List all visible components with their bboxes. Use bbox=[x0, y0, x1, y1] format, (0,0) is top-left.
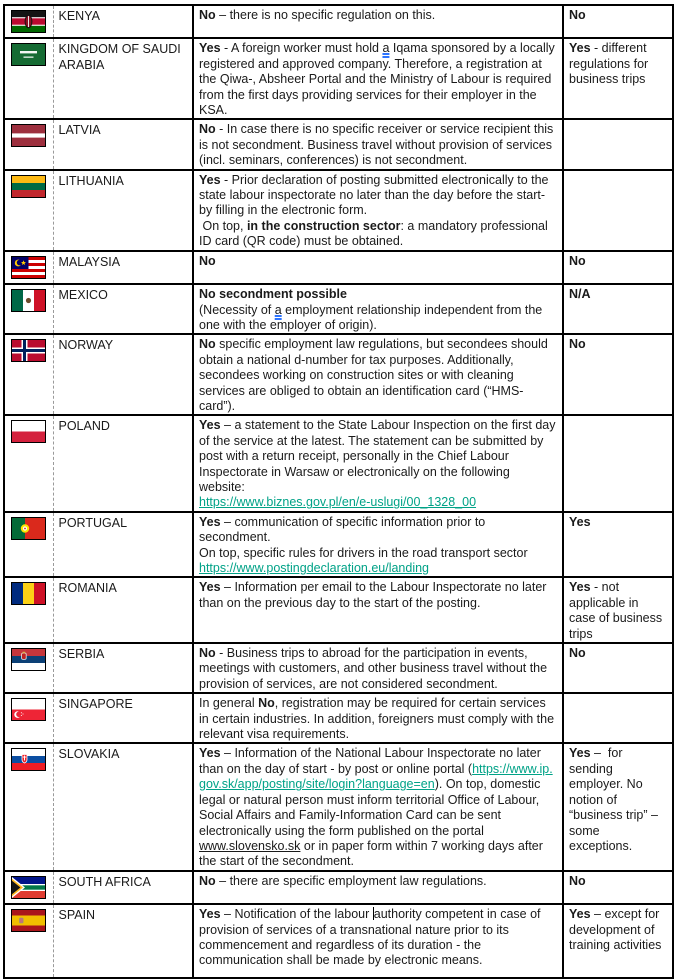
table-row bbox=[4, 334, 673, 415]
text-run: – except for development of training activities bbox=[569, 907, 662, 952]
country-name: SOUTH AFRICA bbox=[53, 871, 193, 904]
details-cell bbox=[193, 334, 563, 415]
flag-cell bbox=[4, 284, 53, 334]
country-name: LITHUANIA bbox=[53, 170, 193, 251]
text-run: No bbox=[199, 122, 216, 137]
summary-cell bbox=[563, 38, 673, 119]
summary-paragraph bbox=[569, 646, 666, 661]
text-run: - A foreign worker must hold bbox=[220, 41, 383, 56]
poland-flag bbox=[11, 420, 46, 443]
summary-cell bbox=[563, 334, 673, 415]
table-row bbox=[4, 119, 673, 169]
text-run: Yes bbox=[569, 746, 591, 761]
text-run: No secondment possible bbox=[199, 287, 347, 302]
details-cell bbox=[193, 5, 563, 38]
details-cell bbox=[193, 38, 563, 119]
flag-cell bbox=[4, 5, 53, 38]
details-cell bbox=[193, 415, 563, 511]
text-run: specific employment law regulations, but secondees should obtain a national d-number for tax purposes. Additionally, secondees working on construction sites or with cleaning services are obliged to obtain an identification card (“HMS-card”). bbox=[199, 337, 548, 413]
country-name: NORWAY bbox=[53, 334, 193, 415]
summary-cell bbox=[563, 577, 673, 643]
table-body bbox=[4, 5, 673, 978]
flag-cell bbox=[4, 251, 53, 284]
summary-paragraph bbox=[569, 907, 666, 953]
text-run: Iqama sponsored by a locally registered and approved company. Therefore, a registration at the Qiwa-, Absheer Portal and the Ministry of Labour is required from the first days providing services for their employer in the KSA. bbox=[199, 41, 555, 118]
summary-cell bbox=[563, 5, 673, 38]
summary-cell bbox=[563, 284, 673, 334]
country-name: POLAND bbox=[53, 415, 193, 511]
text-run: No bbox=[199, 253, 216, 268]
text-run: On top, bbox=[199, 218, 247, 233]
details-cell bbox=[193, 170, 563, 251]
summary-paragraph bbox=[569, 746, 666, 854]
details-paragraph bbox=[199, 495, 556, 510]
details-cell bbox=[193, 512, 563, 578]
latvia-flag bbox=[11, 124, 46, 147]
text-run: , registration may be required for certain services in certain industries. In addition, foreigners must comply with the relevant visa requirements. bbox=[199, 696, 555, 742]
country-name: KENYA bbox=[53, 5, 193, 38]
details-paragraph bbox=[199, 515, 556, 546]
text-run: No bbox=[199, 337, 216, 352]
details-paragraph bbox=[199, 418, 556, 495]
summary-paragraph bbox=[569, 8, 666, 23]
table-row bbox=[4, 643, 673, 693]
text-run: a bbox=[274, 302, 282, 317]
text-run: Yes bbox=[199, 418, 221, 433]
text-run: ). On top, domestic legal or natural person must inform territorial Office of Labour, Social Affairs and Family-Information Card can be sent electronically using the form published on the portal bbox=[199, 777, 541, 838]
text-run: No bbox=[569, 8, 586, 22]
flag-cell bbox=[4, 743, 53, 870]
details-cell bbox=[193, 119, 563, 169]
details-paragraph bbox=[199, 122, 556, 168]
table-row bbox=[4, 512, 673, 578]
summary-paragraph bbox=[569, 580, 666, 642]
text-run: No bbox=[569, 873, 586, 888]
text-run: N/A bbox=[569, 287, 591, 302]
country-name: SPAIN bbox=[53, 904, 193, 978]
slovakia-flag bbox=[11, 748, 46, 771]
flag-cell bbox=[4, 119, 53, 169]
hyperlink[interactable]: https://www.postingdeclaration.eu/landing bbox=[199, 561, 430, 575]
singapore-flag bbox=[11, 698, 46, 721]
summary-paragraph bbox=[569, 287, 666, 302]
text-run: No bbox=[569, 253, 586, 268]
hyperlink[interactable]: https://www.ip.gov.sk/app/posting/site/login?language=en bbox=[199, 761, 553, 792]
text-run: Yes bbox=[199, 514, 221, 529]
text-run: Yes bbox=[199, 172, 221, 187]
details-paragraph bbox=[199, 546, 556, 561]
details-paragraph bbox=[199, 287, 556, 302]
text-run: – there are specific employment law regulations. bbox=[215, 873, 487, 888]
details-cell bbox=[193, 251, 563, 284]
flag-cell bbox=[4, 577, 53, 643]
summary-cell bbox=[563, 415, 673, 511]
text-run: Yes bbox=[569, 41, 591, 56]
details-paragraph bbox=[199, 8, 556, 23]
serbia-flag bbox=[11, 648, 46, 671]
summary-paragraph bbox=[569, 874, 666, 889]
spain-flag bbox=[11, 909, 46, 932]
country-name: MEXICO bbox=[53, 284, 193, 334]
flag-cell bbox=[4, 38, 53, 119]
details-paragraph bbox=[199, 173, 556, 219]
details-paragraph bbox=[199, 254, 556, 269]
text-run: Yes bbox=[569, 907, 591, 922]
text-run: - not applicable in case of business trips bbox=[569, 580, 663, 641]
malaysia-flag bbox=[11, 256, 46, 279]
text-run: (Necessity of bbox=[199, 302, 275, 317]
country-name: SERBIA bbox=[53, 643, 193, 693]
summary-cell bbox=[563, 170, 673, 251]
country-name: KINGDOM OF SAUDI ARABIA bbox=[53, 38, 193, 119]
text-run: Yes bbox=[199, 746, 221, 761]
text-run: Yes bbox=[569, 580, 591, 595]
summary-paragraph bbox=[569, 515, 666, 530]
table-row bbox=[4, 284, 673, 334]
details-cell bbox=[193, 577, 563, 643]
lithuania-flag bbox=[11, 175, 46, 198]
table-row bbox=[4, 693, 673, 743]
text-run: Yes bbox=[199, 907, 221, 922]
flag-cell bbox=[4, 871, 53, 904]
table-row bbox=[4, 743, 673, 870]
details-cell bbox=[193, 871, 563, 904]
saudi-arabia-flag bbox=[11, 43, 46, 66]
country-name: LATVIA bbox=[53, 119, 193, 169]
summary-cell bbox=[563, 904, 673, 978]
text-run: Yes bbox=[569, 514, 591, 529]
secondment-regulations-table bbox=[3, 4, 674, 979]
details-paragraph bbox=[199, 580, 556, 611]
text-run: No bbox=[199, 873, 216, 888]
table-row bbox=[4, 904, 673, 978]
text-run: – communication of specific information prior to secondment. bbox=[199, 514, 486, 545]
summary-cell bbox=[563, 119, 673, 169]
text-run: – a statement to the State Labour Inspection on the first day of the service at the latest. The statement can be submitted by post with a return receipt, personally in the Chief Labour Inspectorate in Warsaw or electronically on the following website: bbox=[199, 418, 556, 494]
table-row bbox=[4, 251, 673, 284]
table-row bbox=[4, 5, 673, 38]
text-run: a bbox=[382, 41, 390, 56]
hyperlink[interactable]: https://www.biznes.gov.pl/en/e-uslugi/00_1328_00 bbox=[199, 495, 477, 510]
text-run: in the construction sector bbox=[246, 218, 401, 233]
table-row bbox=[4, 871, 673, 904]
details-paragraph bbox=[199, 41, 556, 118]
details-paragraph bbox=[199, 219, 556, 250]
text-run: No bbox=[258, 696, 275, 711]
summary-cell bbox=[563, 693, 673, 743]
summary-cell bbox=[563, 871, 673, 904]
summary-paragraph bbox=[569, 41, 666, 87]
flag-cell bbox=[4, 512, 53, 578]
details-paragraph bbox=[199, 696, 556, 742]
details-paragraph bbox=[199, 907, 556, 969]
text-run: – for sending employer. No notion of “business trip” – some exceptions. bbox=[569, 746, 658, 853]
text-run: Yes bbox=[199, 41, 221, 56]
country-name: PORTUGAL bbox=[53, 512, 193, 578]
text-run: No bbox=[199, 646, 216, 661]
summary-cell bbox=[563, 643, 673, 693]
details-paragraph bbox=[199, 337, 556, 414]
flag-cell bbox=[4, 334, 53, 415]
summary-paragraph bbox=[569, 254, 666, 269]
text-run: – Information of the National Labour Inspectorate no later than on the day of start - by post or online portal ( bbox=[199, 746, 541, 776]
details-cell bbox=[193, 284, 563, 334]
flag-cell bbox=[4, 693, 53, 743]
details-paragraph bbox=[199, 561, 556, 576]
portugal-flag bbox=[11, 517, 46, 540]
details-cell bbox=[193, 643, 563, 693]
summary-paragraph bbox=[569, 337, 666, 352]
details-paragraph bbox=[199, 746, 556, 869]
flag-cell bbox=[4, 643, 53, 693]
mexico-flag bbox=[11, 289, 46, 312]
flag-cell bbox=[4, 415, 53, 511]
text-run: Yes bbox=[199, 580, 221, 595]
table-row bbox=[4, 415, 673, 511]
text-run: – Notification of the labour bbox=[220, 907, 373, 922]
details-paragraph bbox=[199, 303, 556, 334]
text-run: or in paper form within 7 working days after the start of the secondment. bbox=[199, 838, 543, 869]
table-row bbox=[4, 38, 673, 119]
details-cell bbox=[193, 904, 563, 978]
summary-cell bbox=[563, 743, 673, 870]
country-name: MALAYSIA bbox=[53, 251, 193, 284]
text-run: In general bbox=[199, 696, 259, 711]
summary-cell bbox=[563, 512, 673, 578]
table-row bbox=[4, 170, 673, 251]
text-run: authority competent in case of provision of services of a transnational nature prior to its commencement and regardless of its duration - the communication shall be made by electronic means. bbox=[199, 907, 541, 968]
text-run: - different regulations for business trips bbox=[569, 41, 649, 87]
details-cell bbox=[193, 743, 563, 870]
romania-flag bbox=[11, 582, 46, 605]
country-name: SLOVAKIA bbox=[53, 743, 193, 870]
details-paragraph bbox=[199, 874, 556, 889]
text-run: www.slovensko.sk bbox=[199, 838, 301, 853]
flag-cell bbox=[4, 170, 53, 251]
text-run: On top, specific rules for drivers in the road transport sector bbox=[199, 545, 528, 560]
table-row bbox=[4, 577, 673, 643]
norway-flag bbox=[11, 339, 46, 362]
text-run: – Information per email to the Labour Inspectorate no later than on the previous day to the start of the posting. bbox=[199, 580, 547, 610]
kenya-flag bbox=[11, 10, 46, 33]
text-run: - In case there is no specific receiver or service recipient this is not secondment. Business travel without provision of services (incl. seminars, conferences) is not secondment. bbox=[199, 122, 554, 168]
country-name: ROMANIA bbox=[53, 577, 193, 643]
details-paragraph bbox=[199, 646, 556, 692]
details-cell bbox=[193, 693, 563, 743]
text-run: : a mandatory professional ID card (QR code) must be obtained. bbox=[199, 218, 548, 249]
text-run: employment relationship independent from the one with the employer of origin). bbox=[199, 302, 543, 332]
country-name: SINGAPORE bbox=[53, 693, 193, 743]
text-run: - Prior declaration of posting submitted electronically to the state labour inspectorate no later than the day before the start- by filling in the electronic form. bbox=[199, 172, 549, 218]
text-run: No bbox=[569, 337, 586, 352]
text-run: No bbox=[569, 646, 586, 661]
text-run: - Business trips to abroad for the participation in events, meetings with customers, and other business travel without the provision of services, are not considered secondment. bbox=[199, 646, 548, 691]
text-run: – there is no specific regulation on this. bbox=[215, 8, 436, 22]
text-run: No bbox=[199, 8, 216, 22]
flag-cell bbox=[4, 904, 53, 978]
summary-cell bbox=[563, 251, 673, 284]
south-africa-flag bbox=[11, 876, 46, 899]
